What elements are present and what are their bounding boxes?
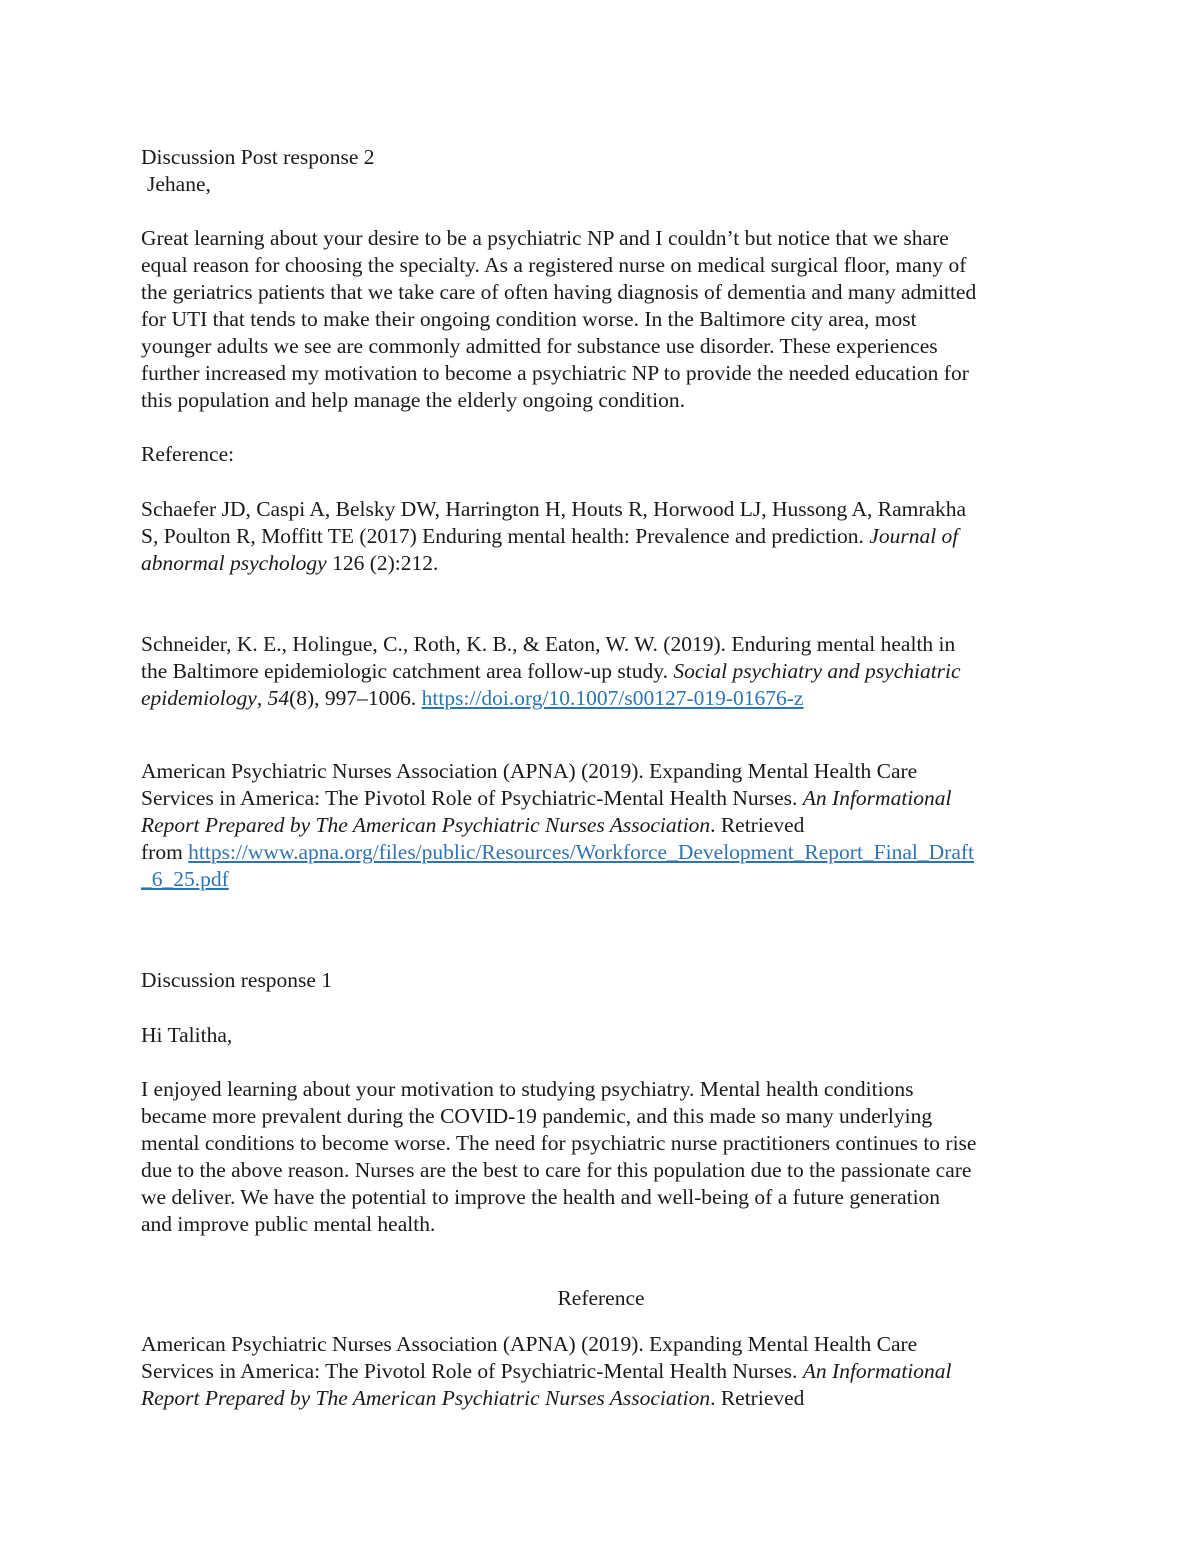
body-line: equal reason for choosing the specialty. As a registered nurse on medical surgical floor, many of: [141, 253, 967, 277]
reference-line: American Psychiatric Nurses Association (APNA) (2019). Expanding Mental Health Care: [141, 759, 918, 783]
reference-text: from: [141, 840, 189, 864]
reference-line: [141, 1385, 1061, 1412]
reference-text: S, Poulton R, Moffitt TE (2017) Enduring mental health: Prevalence and prediction.: [141, 524, 870, 548]
apna-report-link[interactable]: https://www.apna.org/files/public/Resources/Workforce_Development_Report_Final_Draft: [188, 840, 974, 864]
body-line: mental conditions to become worse. The need for psychiatric nurse practitioners continues to rise: [141, 1131, 977, 1155]
post1-reference-apna: [141, 1331, 1061, 1412]
body-line: the geriatrics patients that we take care of often having diagnosis of dementia and many admitted: [141, 280, 977, 304]
report-title: An Informational: [802, 786, 952, 810]
post1-salutation-block: [141, 1022, 1061, 1049]
reference-text: (8), 997–1006.: [289, 686, 422, 710]
apna-report-link-continued[interactable]: _6_25.pdf: [141, 867, 229, 891]
post2-header: [141, 144, 1061, 198]
body-line: and improve public mental health.: [141, 1212, 436, 1236]
reference-line: Schneider, K. E., Holingue, C., Roth, K. B., & Eaton, W. W. (2019). Enduring mental health in: [141, 632, 956, 656]
post1-title: Discussion response 1: [141, 968, 333, 992]
reference-line: [141, 812, 1061, 839]
volume-number: 54: [267, 686, 290, 710]
post2-reference-heading-block: [141, 441, 1061, 468]
post1-salutation: Hi Talitha,: [141, 1023, 233, 1047]
reference-line: Schaefer JD, Caspi A, Belsky DW, Harrington H, Houts R, Horwood LJ, Hussong A, Ramrakha: [141, 497, 967, 521]
post1-reference-heading-block: [141, 1285, 1061, 1312]
journal-title: epidemiology: [141, 686, 257, 710]
reference-text: . Retrieved: [710, 813, 805, 837]
reference-text: the Baltimore epidemiologic catchment area follow-up study.: [141, 659, 674, 683]
reference-line: [141, 866, 1061, 893]
post2-salutation: Jehane,: [147, 172, 211, 196]
post2-body: [141, 225, 1061, 414]
reference-line: [141, 550, 1061, 577]
reference-apna: [141, 758, 1061, 893]
doi-link[interactable]: https://doi.org/10.1007/s00127-019-01676-z: [421, 686, 804, 710]
reference-line: [141, 685, 1061, 712]
report-title: Report Prepared by The American Psychiatric Nurses Association: [141, 813, 711, 837]
body-line: further increased my motivation to become a psychiatric NP to provide the needed education for: [141, 361, 969, 385]
reference-line: [141, 785, 1061, 812]
reference-text: 126 (2):212.: [326, 551, 439, 575]
journal-title: Social psychiatry and psychiatric: [673, 659, 961, 683]
body-line: became more prevalent during the COVID-19 pandemic, and this made so many underlying: [141, 1104, 933, 1128]
post1-body: [141, 1076, 1061, 1238]
body-line: due to the above reason. Nurses are the best to care for this population due to the passionate care: [141, 1158, 972, 1182]
body-line: we deliver. We have the potential to improve the health and well-being of a future generation: [141, 1185, 941, 1209]
post2-title: Discussion Post response 2: [141, 145, 375, 169]
reference-line: [141, 658, 1061, 685]
body-line: this population and help manage the elderly ongoing condition.: [141, 388, 685, 412]
reference-line: American Psychiatric Nurses Association (APNA) (2019). Expanding Mental Health Care: [141, 1332, 918, 1356]
body-line: for UTI that tends to make their ongoing condition worse. In the Baltimore city area, most: [141, 307, 917, 331]
report-title: Report Prepared by The American Psychiatric Nurses Association: [141, 1386, 711, 1410]
reference-text: ,: [256, 686, 268, 710]
reference-heading: Reference:: [141, 442, 235, 466]
body-line: Great learning about your desire to be a psychiatric NP and I couldn’t but notice that we share: [141, 226, 949, 250]
reference-schaefer: [141, 496, 1061, 577]
reference-text: Services in America: The Pivotol Role of Psychiatric-Mental Health Nurses.: [141, 1359, 803, 1383]
journal-title: Journal of: [869, 524, 959, 548]
reference-line: [141, 1358, 1061, 1385]
reference-schneider: [141, 631, 1061, 712]
reference-line: [141, 523, 1061, 550]
report-title: An Informational: [802, 1359, 952, 1383]
reference-text: . Retrieved: [710, 1386, 805, 1410]
reference-text: Services in America: The Pivotol Role of Psychiatric-Mental Health Nurses.: [141, 786, 803, 810]
reference-heading: Reference: [557, 1286, 645, 1310]
body-line: younger adults we see are commonly admitted for substance use disorder. These experiences: [141, 334, 938, 358]
reference-line: [141, 839, 1061, 866]
post1-header: [141, 967, 1061, 994]
body-line: I enjoyed learning about your motivation to studying psychiatry. Mental health conditions: [141, 1077, 914, 1101]
journal-title: abnormal psychology: [141, 551, 327, 575]
